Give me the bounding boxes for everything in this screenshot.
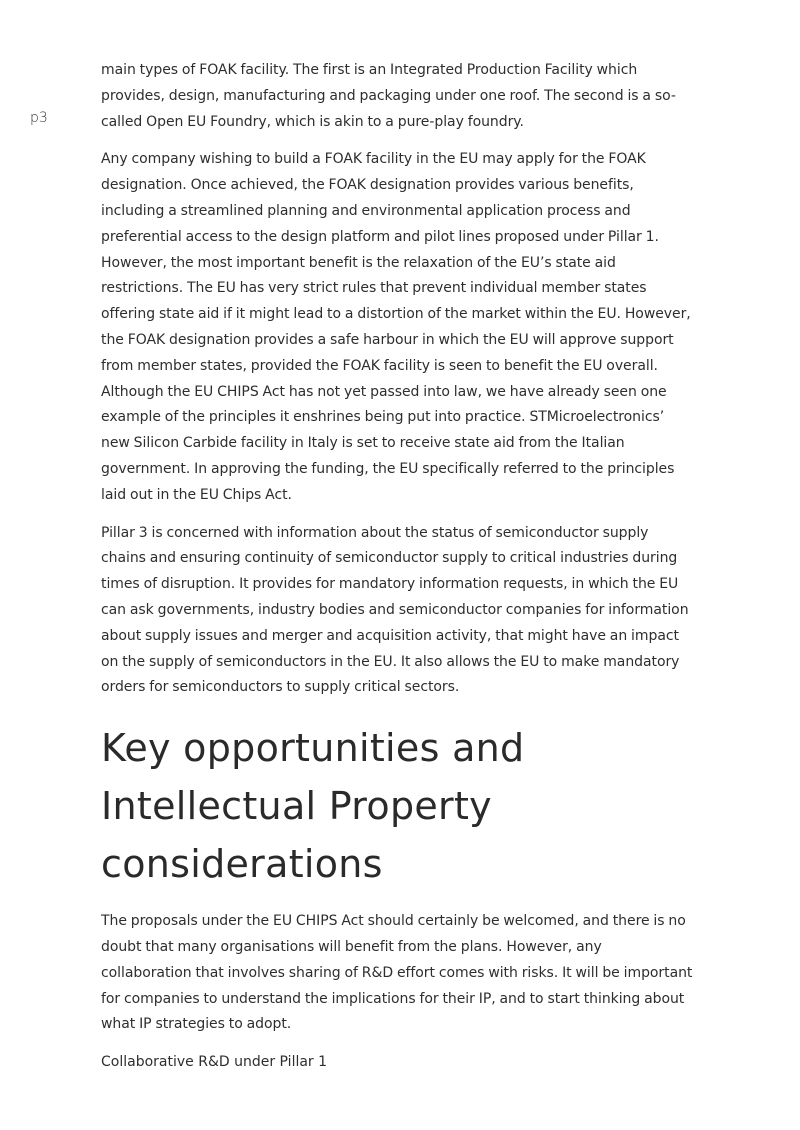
paragraph-pillar-3: Pillar 3 is concerned with information about the status of semiconductor supply chains and ensuring continuity of semiconductor supply to critical industries during times of disruption. It provides for mandatory information requests, in which the EU can ask governments, industry bodies and semiconductor companies for information about supply issues and merger and acquisition activity, that might have an impact on the supply of semiconductors in the EU. It also allows the EU to make mandatory orders for semiconductors to supply critical sectors. — [101, 524, 689, 696]
section-heading: Key opportunities and Intellectual Property considerations — [101, 726, 525, 887]
page-number: p3 — [30, 110, 48, 126]
paragraph-foak-designation: Any company wishing to build a FOAK facility in the EU may apply for the FOAK designation. Once achieved, the FOAK designation provides various benefits, including a streamlined planning and environmental application process and preferential access to the design platform and pilot lines proposed under Pillar 1. However, the most important benefit is the relaxation of the EU’s state aid restrictions. The EU has very strict rules that prevent individual member states offering state aid if it might lead to a distortion of the market within the EU. However, the FOAK designation provides a safe harbour in which the EU will approve support from member states, provided the FOAK facility is seen to benefit the EU overall. Although the EU CHIPS Act has not yet passed into law, we have already seen one example of the principles it enshrines being put into practice. STMicroelectronics’ new Silicon Carbide facility in Italy is set to receive state aid from the Italian government. In approving the funding, the EU specifically referred to the principles laid out in the EU Chips Act. — [101, 151, 691, 503]
paragraph-foak-types: main types of FOAK facility. The first is an Integrated Production Facility which provides, design, manufacturing and packaging under one roof. The second is a so-called Open EU Foundry, which is akin to a pure-play foundry. — [101, 62, 676, 130]
document-body — [101, 58, 696, 1076]
paragraph-section-intro: The proposals under the EU CHIPS Act should certainly be welcomed, and there is no doubt that many organisations will benefit from the plans. However, any collaboration that involves sharing of R&D effort comes with risks. It will be important for companies to understand the implications for their IP, and to start thinking about what IP strategies to adopt. — [101, 913, 693, 1033]
subheading: Collaborative R&D under Pillar 1 — [101, 1054, 328, 1071]
